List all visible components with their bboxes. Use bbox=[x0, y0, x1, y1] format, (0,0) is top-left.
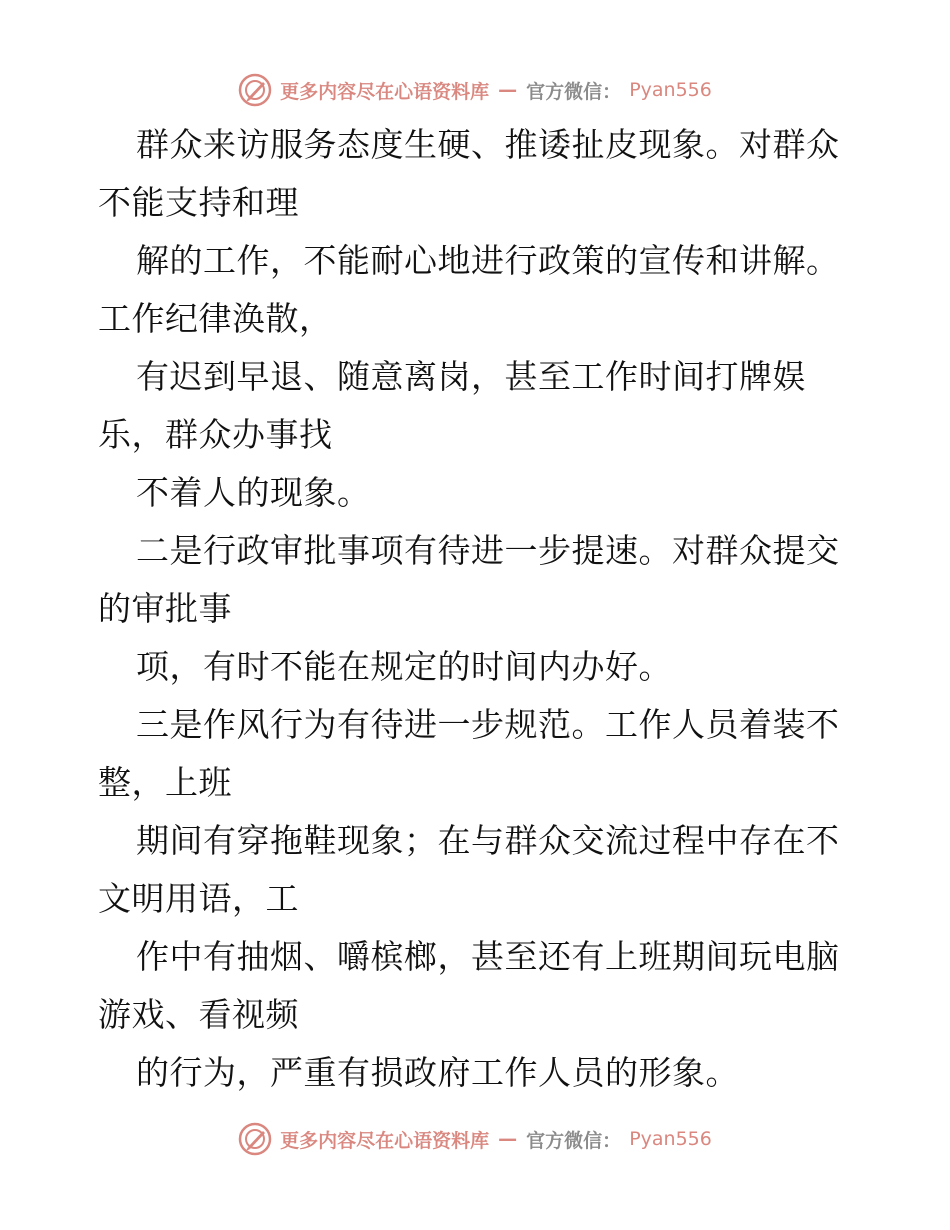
banner-wechat-label: 官方微信： bbox=[526, 1129, 622, 1152]
text-line: 项，有时不能在规定的时间内办好。 bbox=[136, 647, 672, 686]
banner-wechat-id: Pyan556 bbox=[629, 1128, 712, 1150]
text-line: 作中有抽烟、嚼槟榔，甚至还有上班期间玩电脑 bbox=[136, 937, 840, 976]
text-line: 的行为，严重有损政府工作人员的形象。 bbox=[136, 1053, 739, 1092]
text-line: 整，上班 bbox=[98, 763, 232, 802]
text-line: 游戏、看视频 bbox=[98, 995, 299, 1034]
pen-logo-icon bbox=[238, 73, 272, 107]
pen-logo-icon bbox=[238, 1122, 272, 1156]
banner-site-text: 更多内容尽在心语资料库 bbox=[280, 80, 490, 103]
text-line: 期间有穿拖鞋现象；在与群众交流过程中存在不 bbox=[136, 821, 840, 860]
banner-wechat-label: 官方微信： bbox=[526, 80, 622, 103]
text-line: 的审批事 bbox=[98, 589, 232, 628]
text-line: 不着人的现象。 bbox=[136, 473, 371, 512]
text-line: 不能支持和理 bbox=[98, 183, 299, 222]
banner-site-text: 更多内容尽在心语资料库 bbox=[280, 1129, 490, 1152]
text-line: 三是作风行为有待进一步规范。工作人员着装不 bbox=[136, 705, 840, 744]
text-line: 文明用语，工 bbox=[98, 879, 299, 918]
text-line: 群众来访服务态度生硬、推诿扯皮现象。对群众 bbox=[136, 125, 840, 164]
text-line: 有迟到早退、随意离岗，甚至工作时间打牌娱 bbox=[136, 357, 806, 396]
text-line: 二是行政审批事项有待进一步提速。对群众提交 bbox=[136, 531, 840, 570]
banner-wechat-id: Pyan556 bbox=[629, 79, 712, 101]
document-body bbox=[98, 116, 858, 1102]
text-line: 解的工作，不能耐心地进行政策的宣传和讲解。 bbox=[136, 241, 840, 280]
header-banner bbox=[0, 70, 950, 110]
footer-banner bbox=[0, 1119, 950, 1159]
text-line: 工作纪律涣散， bbox=[98, 299, 333, 338]
banner-dash: — bbox=[498, 79, 518, 101]
banner-dash: — bbox=[498, 1128, 518, 1150]
text-line: 乐，群众办事找 bbox=[98, 415, 333, 454]
